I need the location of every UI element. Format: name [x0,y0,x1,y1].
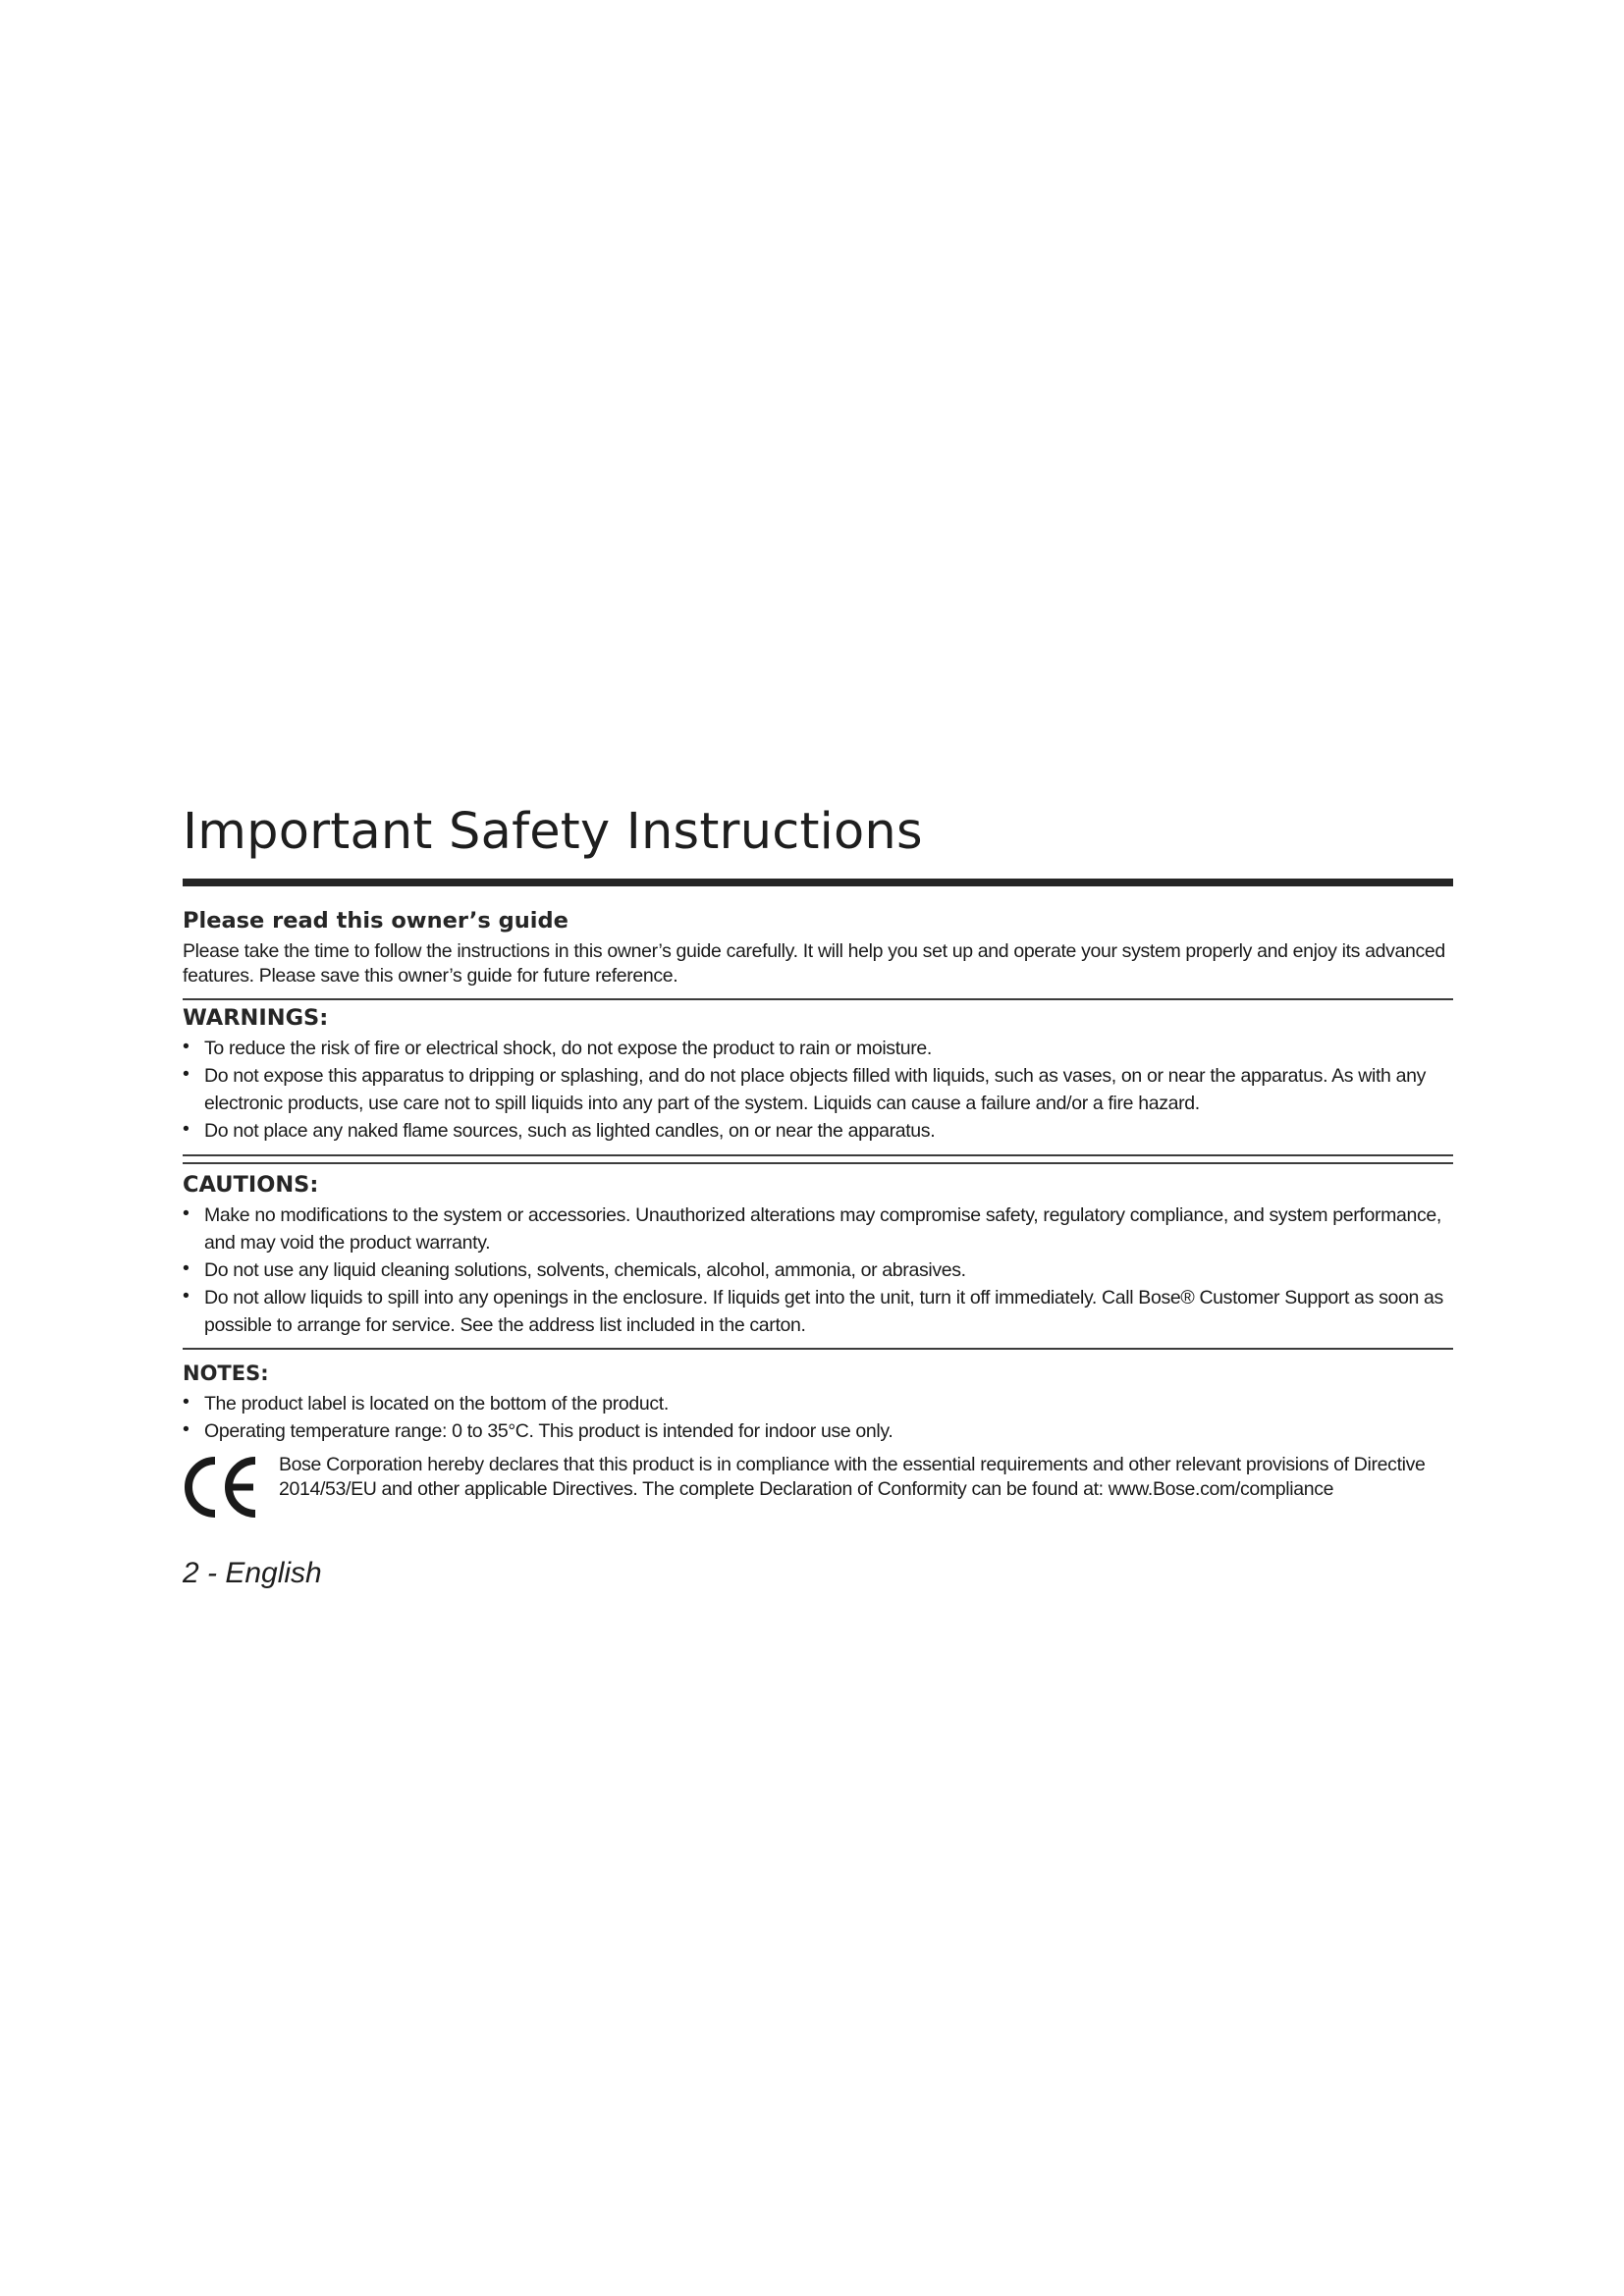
warnings-heading: WARNINGS: [183,1005,329,1031]
section-divider-double [183,1154,1453,1164]
page-title: Important Safety Instructions [183,803,923,861]
list-item [183,1201,1453,1256]
notes-list [183,1390,1453,1445]
cautions-heading: CAUTIONS: [183,1172,319,1198]
list-item [183,1256,1453,1284]
title-divider [183,879,1453,886]
bullet-icon: • [183,1285,189,1307]
note-text: Operating temperature range: 0 to 35°C. This product is intended for indoor use only. [204,1420,893,1442]
page-content [183,803,1453,1591]
caution-text: Do not allow liquids to spill into any openings in the enclosure. If liquids get into the unit, turn it off immediately. Call Bose® Customer Support as soon as possible to arrange for service. See the address list included in the carton. [204,1287,1443,1336]
caution-text: Do not use any liquid cleaning solutions, solvents, chemicals, alcohol, ammonia, or abrasives. [204,1259,966,1281]
bullet-icon: • [183,1418,189,1440]
bullet-icon: • [183,1202,189,1224]
list-item [183,1035,1453,1062]
list-item [183,1062,1453,1117]
compliance-block [183,1453,1453,1531]
bullet-icon: • [183,1257,189,1279]
list-item [183,1417,1453,1445]
list-item [183,1284,1453,1339]
caution-text: Make no modifications to the system or accessories. Unauthorized alterations may compromise safety, regulatory compliance, and system performance, and may void the product warranty. [204,1204,1441,1254]
bullet-icon: • [183,1063,189,1085]
warnings-list [183,1035,1453,1145]
note-text: The product label is located on the bottom of the product. [204,1393,669,1415]
cautions-list [183,1201,1453,1339]
list-item [183,1390,1453,1417]
warning-text: Do not place any naked flame sources, such as lighted candles, on or near the apparatus. [204,1120,936,1142]
ce-mark-icon [183,1457,259,1518]
bullet-icon: • [183,1118,189,1140]
intro-text: Please take the time to follow the instructions in this owner’s guide carefully. It will help you set up and operate your system properly and enjoy its advanced features. Please save this owner’s guide for future reference. [183,940,1445,987]
compliance-text: Bose Corporation hereby declares that this product is in compliance with the essential requirements and other relevant provisions of Directive 2014/53/EU and other applicable Directives. The complete Declaration of Conformity can be found at: www.Bose.com/compliance [279,1454,1426,1500]
list-item [183,1117,1453,1145]
warning-text: Do not expose this apparatus to dripping or splashing, and do not place objects filled with liquids, such as vases, on or near the apparatus. As with any electronic products, use care not to spill liquids into any part of the system. Liquids can cause a failure and/or a fire hazard. [204,1065,1426,1114]
section-divider [183,1348,1453,1350]
notes-heading: NOTES: [183,1362,269,1385]
bullet-icon: • [183,1391,189,1413]
intro-heading: Please read this owner’s guide [183,908,568,934]
section-divider [183,998,1453,1000]
warning-text: To reduce the risk of fire or electrical shock, do not expose the product to rain or moisture. [204,1038,932,1059]
page-number: 2 - English [183,1557,322,1589]
bullet-icon: • [183,1036,189,1057]
